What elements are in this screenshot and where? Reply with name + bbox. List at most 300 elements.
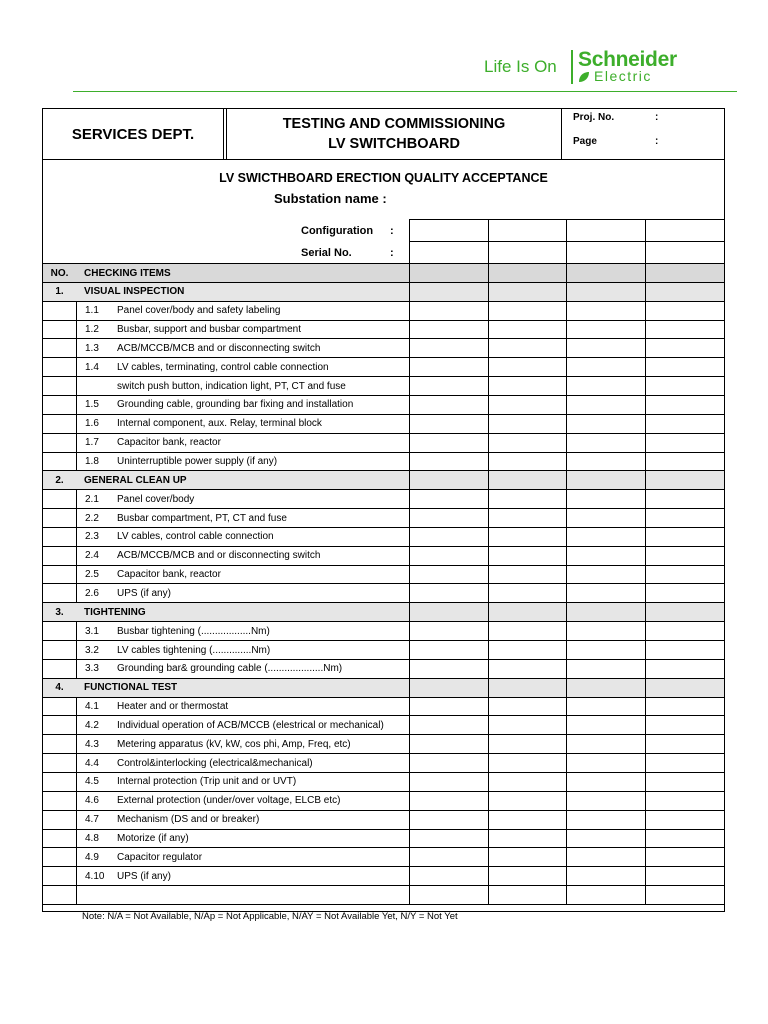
check-cell[interactable] bbox=[488, 867, 566, 885]
item-number: 3.1 bbox=[85, 625, 99, 637]
check-cell[interactable] bbox=[409, 735, 488, 753]
row-number bbox=[43, 490, 77, 508]
check-cell[interactable] bbox=[645, 679, 724, 697]
row-item-cell bbox=[76, 716, 409, 734]
check-cell[interactable] bbox=[566, 434, 645, 452]
config-cell[interactable] bbox=[645, 220, 724, 241]
check-cell[interactable] bbox=[488, 603, 566, 621]
check-cell[interactable] bbox=[409, 377, 488, 395]
row-item-cell bbox=[76, 811, 409, 829]
row-number: 3. bbox=[43, 603, 77, 621]
check-cell[interactable] bbox=[566, 754, 645, 772]
check-cell[interactable] bbox=[566, 584, 645, 602]
check-cell[interactable] bbox=[488, 321, 566, 339]
serial-row bbox=[409, 241, 724, 263]
check-cell[interactable] bbox=[566, 566, 645, 584]
check-cell[interactable] bbox=[645, 377, 724, 395]
check-cell[interactable] bbox=[566, 716, 645, 734]
check-cell[interactable] bbox=[645, 811, 724, 829]
row-number: 2. bbox=[43, 471, 77, 489]
item-number: 2.3 bbox=[85, 531, 99, 543]
section-row bbox=[43, 282, 724, 301]
item-text: Grounding cable, grounding bar fixing and installation bbox=[117, 399, 354, 411]
check-cell[interactable] bbox=[488, 679, 566, 697]
check-cell[interactable] bbox=[566, 735, 645, 753]
form-header bbox=[43, 109, 724, 160]
col-items-header: CHECKING ITEMS bbox=[84, 267, 171, 279]
check-cell[interactable] bbox=[645, 358, 724, 376]
check-cell[interactable] bbox=[488, 358, 566, 376]
row-number bbox=[43, 792, 77, 810]
row-item-cell bbox=[76, 641, 409, 659]
section-title: GENERAL CLEAN UP bbox=[84, 474, 187, 486]
check-cell[interactable] bbox=[409, 471, 488, 489]
row-item-cell bbox=[76, 566, 409, 584]
section-row bbox=[43, 602, 724, 621]
check-cell[interactable] bbox=[488, 471, 566, 489]
row-item-cell bbox=[76, 509, 409, 527]
dept-name: SERVICES DEPT. bbox=[43, 109, 224, 159]
row-number bbox=[43, 453, 77, 471]
page-label: Page bbox=[573, 136, 597, 147]
item-text: Capacitor regulator bbox=[117, 851, 203, 863]
row-number bbox=[43, 716, 77, 734]
row-number: 1. bbox=[43, 283, 77, 301]
item-text: External protection (under/over voltage, ELCB etc) bbox=[117, 795, 341, 807]
check-cell[interactable] bbox=[409, 622, 488, 640]
check-cell[interactable] bbox=[409, 490, 488, 508]
table-row bbox=[43, 866, 724, 885]
check-cell[interactable] bbox=[645, 867, 724, 885]
item-text: UPS (if any) bbox=[117, 870, 171, 882]
check-cell[interactable] bbox=[488, 698, 566, 716]
table-row bbox=[43, 791, 724, 810]
serial-colon: : bbox=[390, 247, 394, 259]
form-sheet bbox=[42, 108, 725, 912]
check-cell[interactable] bbox=[488, 283, 566, 301]
item-number: 1.3 bbox=[85, 342, 99, 354]
title-line2: LV SWITCHBOARD bbox=[328, 136, 460, 152]
row-item-cell bbox=[76, 396, 409, 414]
item-number: 4.2 bbox=[85, 719, 99, 731]
section-title: TIGHTENING bbox=[84, 606, 146, 618]
check-cell[interactable] bbox=[566, 867, 645, 885]
col-no-header: NO. bbox=[43, 264, 77, 282]
check-cell[interactable] bbox=[409, 698, 488, 716]
check-cell[interactable] bbox=[645, 773, 724, 791]
check-cell[interactable] bbox=[566, 377, 645, 395]
check-cell[interactable] bbox=[409, 453, 488, 471]
row-item-cell bbox=[76, 453, 409, 471]
check-cell[interactable] bbox=[645, 283, 724, 301]
configuration-label: Configuration bbox=[301, 225, 374, 237]
table-row bbox=[43, 847, 724, 866]
table-row bbox=[43, 810, 724, 829]
table-row bbox=[43, 508, 724, 527]
table-row bbox=[43, 376, 724, 395]
item-text: Busbar compartment, PT, CT and fuse bbox=[117, 512, 287, 524]
check-cell[interactable] bbox=[409, 547, 488, 565]
item-text: Capacitor bank, reactor bbox=[117, 569, 221, 581]
substation-label: Substation name : bbox=[274, 191, 387, 206]
check-cell[interactable] bbox=[409, 302, 488, 320]
row-item-cell bbox=[76, 622, 409, 640]
check-cell[interactable] bbox=[566, 415, 645, 433]
brand-sub: Electric bbox=[594, 68, 652, 84]
item-number: 1.8 bbox=[85, 456, 99, 467]
check-cell[interactable] bbox=[566, 622, 645, 640]
row-number bbox=[43, 660, 77, 678]
check-cell[interactable] bbox=[566, 509, 645, 527]
brand-tagline: Life Is On bbox=[484, 57, 557, 76]
check-cell[interactable] bbox=[566, 773, 645, 791]
doc-info bbox=[568, 109, 724, 159]
row-number bbox=[43, 584, 77, 602]
check-cell[interactable] bbox=[566, 811, 645, 829]
row-number bbox=[43, 547, 77, 565]
check-cell[interactable] bbox=[566, 830, 645, 848]
item-number: 2.2 bbox=[85, 512, 99, 524]
row-number bbox=[43, 415, 77, 433]
item-number: 4.1 bbox=[85, 701, 99, 713]
item-number: 2.4 bbox=[85, 550, 99, 562]
item-number: 1.2 bbox=[85, 324, 99, 336]
check-cell[interactable] bbox=[566, 264, 645, 282]
row-number: 4. bbox=[43, 679, 77, 697]
item-text: Internal component, aux. Relay, terminal block bbox=[117, 418, 322, 430]
check-cell[interactable] bbox=[566, 641, 645, 659]
check-cell[interactable] bbox=[488, 886, 566, 904]
check-cell[interactable] bbox=[566, 396, 645, 414]
check-cell[interactable] bbox=[645, 641, 724, 659]
check-cell[interactable] bbox=[488, 339, 566, 357]
brand-divider bbox=[571, 50, 573, 84]
check-cell[interactable] bbox=[488, 434, 566, 452]
row-item-cell bbox=[76, 584, 409, 602]
check-cell[interactable] bbox=[566, 792, 645, 810]
row-item-cell bbox=[76, 886, 409, 904]
row-number bbox=[43, 641, 77, 659]
check-cell[interactable] bbox=[566, 679, 645, 697]
item-text: ACB/MCCB/MCB and or disconnecting switch bbox=[117, 342, 321, 354]
check-cell[interactable] bbox=[645, 566, 724, 584]
row-item-cell bbox=[76, 471, 409, 489]
check-cell[interactable] bbox=[488, 622, 566, 640]
check-cell[interactable] bbox=[645, 603, 724, 621]
check-cell[interactable] bbox=[409, 358, 488, 376]
table-row bbox=[43, 395, 724, 414]
check-cell[interactable] bbox=[488, 509, 566, 527]
table-row bbox=[43, 885, 724, 904]
item-text: Motorize (if any) bbox=[117, 833, 189, 844]
item-number: 4.5 bbox=[85, 776, 99, 788]
row-item-cell bbox=[76, 603, 409, 621]
check-cell[interactable] bbox=[488, 528, 566, 546]
check-cell[interactable] bbox=[566, 603, 645, 621]
check-cell[interactable] bbox=[409, 773, 488, 791]
check-cell[interactable] bbox=[409, 321, 488, 339]
check-cell[interactable] bbox=[566, 490, 645, 508]
check-cell[interactable] bbox=[645, 339, 724, 357]
item-text: Panel cover/body bbox=[117, 493, 195, 505]
check-cell[interactable] bbox=[645, 830, 724, 848]
item-number: 4.3 bbox=[85, 738, 99, 750]
check-cell[interactable] bbox=[566, 283, 645, 301]
check-cell[interactable] bbox=[409, 434, 488, 452]
check-cell[interactable] bbox=[566, 528, 645, 546]
item-number: 2.1 bbox=[85, 493, 99, 505]
table-row bbox=[43, 546, 724, 565]
check-cell[interactable] bbox=[645, 396, 724, 414]
check-cell[interactable] bbox=[488, 415, 566, 433]
check-cell[interactable] bbox=[566, 339, 645, 357]
item-number: 4.4 bbox=[85, 757, 99, 769]
row-number bbox=[43, 377, 77, 395]
item-number: 4.8 bbox=[85, 833, 99, 844]
check-cell[interactable] bbox=[409, 716, 488, 734]
table-row bbox=[43, 301, 724, 320]
row-number bbox=[43, 509, 77, 527]
check-cell[interactable] bbox=[645, 471, 724, 489]
check-cell[interactable] bbox=[488, 792, 566, 810]
item-number: 2.6 bbox=[85, 587, 99, 599]
check-cell[interactable] bbox=[645, 660, 724, 678]
row-item-cell bbox=[76, 321, 409, 339]
check-cell[interactable] bbox=[645, 848, 724, 866]
check-cell[interactable] bbox=[409, 867, 488, 885]
item-number: 2.5 bbox=[85, 569, 99, 581]
check-cell[interactable] bbox=[409, 792, 488, 810]
table-row bbox=[43, 640, 724, 659]
table-row bbox=[43, 715, 724, 734]
row-number bbox=[43, 867, 77, 885]
check-cell[interactable] bbox=[409, 509, 488, 527]
row-number bbox=[43, 358, 77, 376]
item-text: Control&interlocking (electrical&mechanical) bbox=[117, 757, 313, 769]
check-cell[interactable] bbox=[488, 396, 566, 414]
section-title: FUNCTIONAL TEST bbox=[84, 682, 178, 694]
check-cell[interactable] bbox=[566, 886, 645, 904]
item-number: 1.1 bbox=[85, 305, 99, 317]
section-title: VISUAL INSPECTION bbox=[84, 286, 185, 298]
table-bottom-border bbox=[43, 904, 724, 905]
row-item-cell bbox=[76, 773, 409, 791]
row-number bbox=[43, 735, 77, 753]
check-cell[interactable] bbox=[488, 566, 566, 584]
check-cell[interactable] bbox=[409, 660, 488, 678]
check-cell[interactable] bbox=[409, 264, 488, 282]
footnote: Note: N/A = Not Available, N/Ap = Not Applicable, N/AY = Not Available Yet, N/Y = Not Yet bbox=[82, 911, 458, 922]
item-text: Heater and or thermostat bbox=[117, 701, 229, 713]
configuration-colon: : bbox=[390, 225, 394, 237]
section-row bbox=[43, 678, 724, 697]
item-text: LV cables tightening (..............Nm) bbox=[117, 644, 271, 656]
check-cell[interactable] bbox=[409, 566, 488, 584]
check-cell[interactable] bbox=[409, 584, 488, 602]
schneider-leaf-icon bbox=[577, 70, 591, 84]
check-cell[interactable] bbox=[645, 698, 724, 716]
proj-no-colon: : bbox=[655, 112, 659, 123]
config-cell[interactable] bbox=[645, 242, 724, 263]
check-cell[interactable] bbox=[645, 453, 724, 471]
check-cell[interactable] bbox=[645, 735, 724, 753]
item-number: 4.7 bbox=[85, 814, 99, 826]
check-cell[interactable] bbox=[566, 660, 645, 678]
check-cell[interactable] bbox=[566, 302, 645, 320]
check-cell[interactable] bbox=[409, 396, 488, 414]
check-cell[interactable] bbox=[488, 735, 566, 753]
item-number: 3.2 bbox=[85, 644, 99, 656]
item-number: 1.4 bbox=[85, 361, 99, 373]
item-number: 4.9 bbox=[85, 851, 99, 863]
check-cell[interactable] bbox=[488, 377, 566, 395]
header-divider bbox=[73, 91, 737, 92]
table-row bbox=[43, 489, 724, 508]
row-item-cell bbox=[76, 848, 409, 866]
check-cell[interactable] bbox=[488, 584, 566, 602]
config-row bbox=[409, 219, 724, 241]
item-number: 1.5 bbox=[85, 399, 99, 411]
item-text: Individual operation of ACB/MCCB (elestrical or mechanical) bbox=[117, 719, 384, 731]
item-text: LV cables, terminating, control cable connection bbox=[117, 361, 329, 373]
check-cell[interactable] bbox=[409, 528, 488, 546]
check-cell[interactable] bbox=[645, 415, 724, 433]
table-row bbox=[43, 565, 724, 584]
row-number bbox=[43, 321, 77, 339]
table-row bbox=[43, 338, 724, 357]
row-item-cell bbox=[76, 679, 409, 697]
check-cell[interactable] bbox=[566, 848, 645, 866]
brand-logo bbox=[484, 46, 698, 86]
check-cell[interactable] bbox=[645, 490, 724, 508]
check-cell[interactable] bbox=[488, 490, 566, 508]
check-cell[interactable] bbox=[645, 264, 724, 282]
check-cell[interactable] bbox=[409, 830, 488, 848]
table-row bbox=[43, 583, 724, 602]
check-cell[interactable] bbox=[566, 698, 645, 716]
check-cell[interactable] bbox=[488, 641, 566, 659]
item-number: 4.10 bbox=[85, 870, 105, 882]
check-cell[interactable] bbox=[645, 509, 724, 527]
item-number: 4.6 bbox=[85, 795, 99, 807]
title-line1: TESTING AND COMMISSIONING bbox=[282, 116, 506, 132]
table-row bbox=[43, 697, 724, 716]
row-number bbox=[43, 622, 77, 640]
check-cell[interactable] bbox=[409, 754, 488, 772]
check-cell[interactable] bbox=[645, 754, 724, 772]
check-cell[interactable] bbox=[645, 622, 724, 640]
row-item-cell bbox=[76, 434, 409, 452]
check-cell[interactable] bbox=[488, 773, 566, 791]
check-cell[interactable] bbox=[566, 453, 645, 471]
check-cell[interactable] bbox=[645, 584, 724, 602]
check-cell[interactable] bbox=[488, 754, 566, 772]
check-cell[interactable] bbox=[566, 471, 645, 489]
check-cell[interactable] bbox=[645, 528, 724, 546]
check-cell[interactable] bbox=[488, 811, 566, 829]
proj-no-label: Proj. No. bbox=[573, 112, 615, 123]
table-row bbox=[43, 320, 724, 339]
check-cell[interactable] bbox=[645, 321, 724, 339]
row-item-cell bbox=[76, 867, 409, 885]
check-cell[interactable] bbox=[409, 603, 488, 621]
row-item-cell bbox=[76, 339, 409, 357]
row-item-cell bbox=[76, 698, 409, 716]
check-cell[interactable] bbox=[566, 358, 645, 376]
section-row bbox=[43, 470, 724, 489]
check-cell[interactable] bbox=[409, 415, 488, 433]
row-item-cell bbox=[76, 528, 409, 546]
check-cell[interactable] bbox=[566, 547, 645, 565]
check-cell[interactable] bbox=[409, 339, 488, 357]
table-row bbox=[43, 357, 724, 376]
item-text: Capacitor bank, reactor bbox=[117, 437, 221, 449]
item-number: 1.6 bbox=[85, 418, 99, 430]
check-cell[interactable] bbox=[488, 302, 566, 320]
item-number: 1.7 bbox=[85, 437, 99, 449]
table-row bbox=[43, 753, 724, 772]
brand-name: Schneider bbox=[578, 48, 677, 71]
check-cell[interactable] bbox=[409, 811, 488, 829]
row-item-cell bbox=[76, 754, 409, 772]
row-item-cell bbox=[76, 377, 409, 395]
check-cell[interactable] bbox=[488, 660, 566, 678]
item-text: Uninterruptible power supply (if any) bbox=[117, 456, 278, 467]
check-cell[interactable] bbox=[488, 848, 566, 866]
row-item-cell bbox=[76, 415, 409, 433]
check-cell[interactable] bbox=[488, 453, 566, 471]
check-cell[interactable] bbox=[645, 434, 724, 452]
table-row bbox=[43, 829, 724, 848]
check-cell[interactable] bbox=[645, 302, 724, 320]
row-item-cell bbox=[76, 283, 409, 301]
check-cell[interactable] bbox=[645, 716, 724, 734]
item-text: switch push button, indication light, PT, CT and fuse bbox=[117, 380, 346, 392]
table-row bbox=[43, 659, 724, 678]
check-cell[interactable] bbox=[645, 886, 724, 904]
item-text: Busbar tightening (..................Nm) bbox=[117, 625, 270, 637]
table-row bbox=[43, 433, 724, 452]
check-cell[interactable] bbox=[409, 886, 488, 904]
check-cell[interactable] bbox=[645, 792, 724, 810]
row-item-cell bbox=[76, 735, 409, 753]
check-cell[interactable] bbox=[409, 848, 488, 866]
row-number bbox=[43, 830, 77, 848]
row-number bbox=[43, 396, 77, 414]
check-cell[interactable] bbox=[409, 641, 488, 659]
item-text: Mechanism (DS and or breaker) bbox=[117, 814, 260, 826]
form-title-block bbox=[226, 109, 562, 159]
table-row bbox=[43, 772, 724, 791]
serial-label: Serial No. bbox=[301, 247, 352, 259]
check-cell[interactable] bbox=[488, 830, 566, 848]
table-row bbox=[43, 527, 724, 546]
check-cell[interactable] bbox=[409, 679, 488, 697]
check-cell[interactable] bbox=[645, 547, 724, 565]
check-cell[interactable] bbox=[409, 283, 488, 301]
check-cell[interactable] bbox=[488, 716, 566, 734]
form-subtitle: LV SWICTHBOARD ERECTION QUALITY ACCEPTANCE bbox=[219, 171, 548, 185]
item-text: Internal protection (Trip unit and or UVT) bbox=[117, 776, 297, 788]
row-number bbox=[43, 302, 77, 320]
row-number bbox=[43, 811, 77, 829]
check-cell[interactable] bbox=[488, 264, 566, 282]
table-row bbox=[43, 414, 724, 433]
check-cell[interactable] bbox=[488, 547, 566, 565]
check-cell[interactable] bbox=[566, 321, 645, 339]
row-number bbox=[43, 886, 77, 904]
row-item-cell bbox=[76, 490, 409, 508]
